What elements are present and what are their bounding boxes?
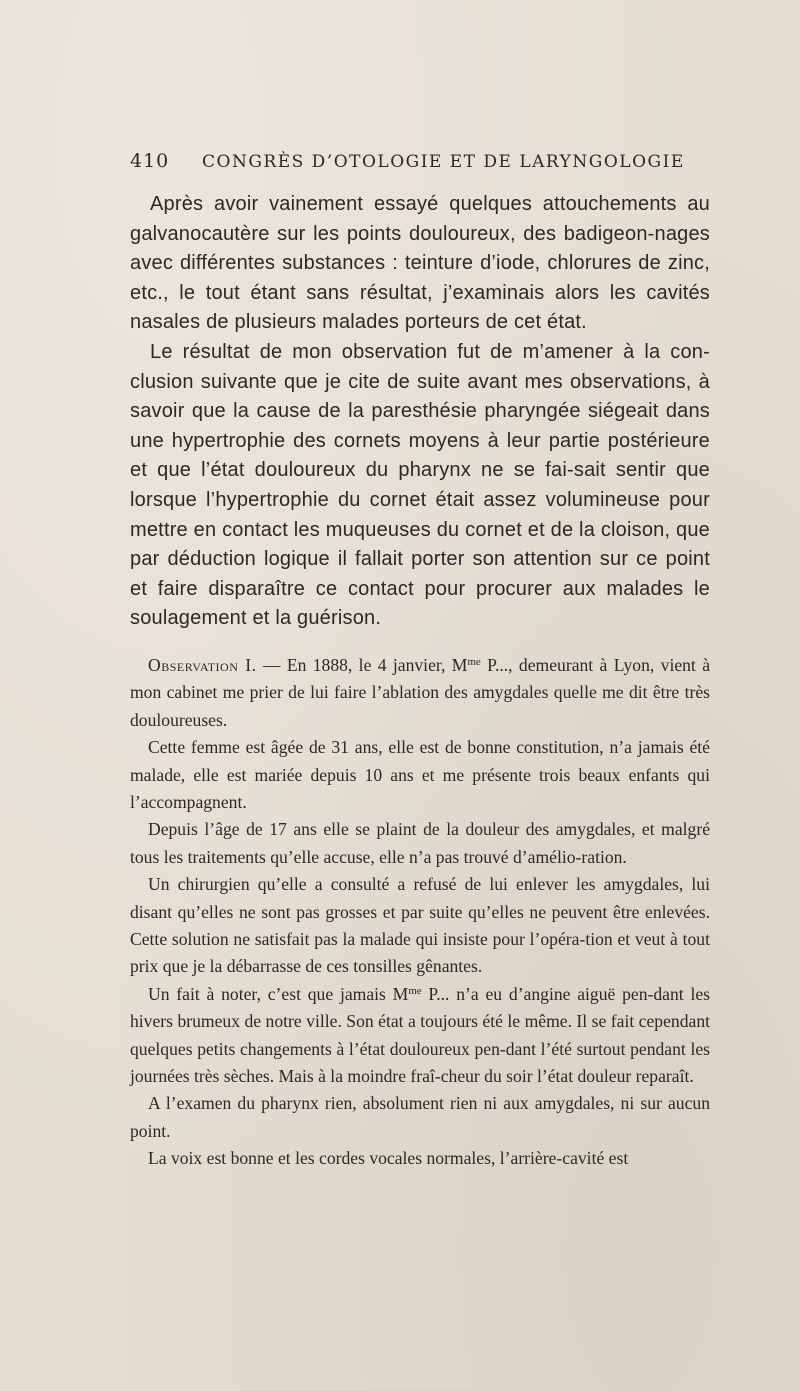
page-number: 410 — [130, 150, 170, 172]
observation-text: P... n’a eu d’angine aiguë pen-dant les hivers brumeux de notre ville. Son état a toujours été le même. Il se fait cependant quelques petits changements à l’état douloureux pen-dant l’été surtout pendant les journées très sèches. Mais à la moindre fraî-cheur du soir l’état douleur reparaît. — [130, 983, 711, 1086]
running-title: CONGRÈS D’OTOLOGIE ET DE LARYNGOLOGIE — [202, 152, 685, 172]
observation-section — [130, 652, 710, 1173]
page-header — [130, 150, 710, 178]
observation-heading: Observation I. — [148, 654, 257, 675]
observation-paragraph: Un chirurgien qu’elle a consulté a refusé de lui enlever les amygdales, lui disant qu’elles ne sont pas grosses et par suite qu’elles ne peuvent être enlevées. Cette solution ne satisfait pas la malade qui insiste pour l’opéra-tion et veut à tout prix que je la débarrasse de ces tonsilles gênantes. — [130, 874, 710, 977]
superscript: me — [467, 655, 481, 668]
observation-paragraph: La voix est bonne et les cordes vocales normales, l’arrière-cavité est — [148, 1148, 629, 1169]
paragraph: Le résultat de mon observation fut de m’amener à la con-clusion suivante que je cite de suite avant mes observations, à savoir que la cause de la paresthésie pharyngée siégeait dans une hypertrophie des cornets moyens à leur partie postérieure et que l’état douloureux du pharynx ne se fai-sait sentir que lorsque l’hypertrophie du cornet était assez volumineuse pour mettre en contact les muqueuses du cornet et de la cloison, que par déduction logique il fallait porter son attention sur ce point et faire disparaître ce contact pour procurer aux malades le soulagement et la guérison. — [130, 340, 710, 630]
observation-paragraph: A l’examen du pharynx rien, absolument rien ni aux amygdales, ni sur aucun point. — [130, 1093, 710, 1141]
observation-text: Un fait à noter, c’est que jamais M — [148, 983, 409, 1004]
superscript: me — [408, 984, 422, 997]
observation-paragraph — [130, 981, 710, 1091]
observation-paragraph: Depuis l’âge de 17 ans elle se plaint de la douleur des amygdales, et malgré tous les traitements qu’elle accuse, elle n’a pas trouvé d’amélio-ration. — [130, 819, 710, 867]
main-text — [130, 190, 710, 634]
observation-text: P..., demeurant à Lyon, vient à mon cabinet me prier de lui faire l’ablation des amygdales quelle me dit être très douloureuses. — [130, 654, 710, 730]
page-body — [130, 190, 710, 1173]
observation-text: — En 1888, le 4 janvier, M — [256, 654, 468, 675]
observation-paragraph — [130, 652, 710, 734]
observation-paragraph: Cette femme est âgée de 31 ans, elle est de bonne constitution, n’a jamais été malade, elle est mariée depuis 10 ans et me présente trois beaux enfants qui l’accompagnent. — [130, 737, 710, 812]
paragraph: Après avoir vainement essayé quelques attouchements au galvanocautère sur les points douloureux, des badigeon-nages avec différentes substances : teinture d’iode, chlorures de zinc, etc., le tout étant sans résultat, j’examinais alors les cavités nasales de plusieurs malades porteurs de cet état. — [130, 193, 710, 334]
